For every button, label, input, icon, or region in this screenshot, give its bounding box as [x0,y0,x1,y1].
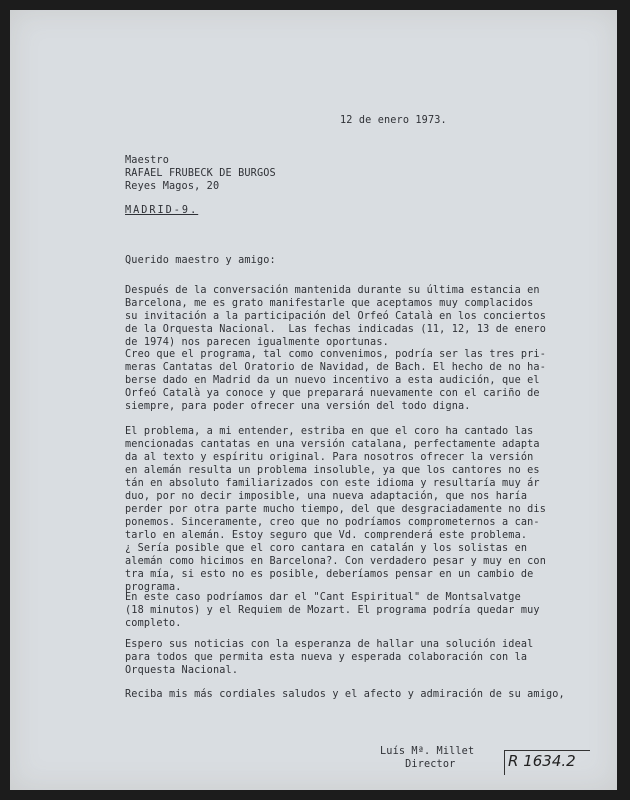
greeting: Querido maestro y amigo: [125,255,276,266]
closing-line: Reciba mis más cordiales saludos y el afecto y admiración de su amigo, [125,689,565,700]
archive-stamp: R 1634.2 [508,752,576,770]
paragraph-5: Espero sus noticias con la esperanza de hallar una solución ideal para todos que permita esta nueva y esperada colaboración con la Orquesta Nacional. [125,639,534,676]
paragraph-4: En este caso podríamos dar el "Cant Espiritual" de Montsalvatge (18 minutos) y el Requiem de Mozart. El programa podría quedar muy completo. [125,592,540,629]
paragraph-1: Después de la conversación mantenida durante su última estancia en Barcelona, me es grato manifestarle que aceptamos muy complacidos su invitación a la participación del Orfeó Català en los conciertos de la Orquesta Nacional. Las fechas indicadas (11, 12, 13 de enero de 1974) nos parecen igualmente oportunas. [125,285,546,348]
recipient-address: Maestro RAFAEL FRUBECK DE BURGOS Reyes Magos, 20 [125,155,276,192]
signature-block: Luís Mª. Millet Director [380,746,475,770]
paragraph-3: El problema, a mi entender, estriba en que el coro ha cantado las mencionadas cantatas en una versión catalana, perfectamente adapta da al texto y espíritu original. Para nosotros ofrecer la versión en alemán resulta un problema insoluble, ya que los cantores no es tán en absoluto familiarizados con este idioma y resultaría muy ár duo, por no decir imposible, una nueva adaptación, que nos haría perder por otra parte mucho tiempo, del que desgraciadamente no dis ponemos. Sinceramente, creo que no podríamos comprometernos a can- tarlo en alemán. Estoy seguro que Vd. comprenderá este problema. ¿ Sería posible que el coro cantara en catalán y los solistas en alemán como hicimos en Barcelona?. Con verdadero pesar y muy en con tra mía, si esto no es posible, deberíamos pensar en un cambio de programa. [125,426,546,593]
letter-sheet [10,10,617,790]
recipient-city: MADRID-9. [125,205,199,216]
letter-date: 12 de enero 1973. [340,115,447,126]
paragraph-2: Creo que el programa, tal como convenimos, podría ser las tres pri- meras Cantatas del Oratorio de Navidad, de Bach. El hecho de no ha- berse dado en Madrid da un nuevo incentivo a esta audición, que el Orfeó Català ya conoce y que preparará nuevamente con el cariño de siempre, para poder ofrecer una versión del todo digna. [125,349,546,412]
